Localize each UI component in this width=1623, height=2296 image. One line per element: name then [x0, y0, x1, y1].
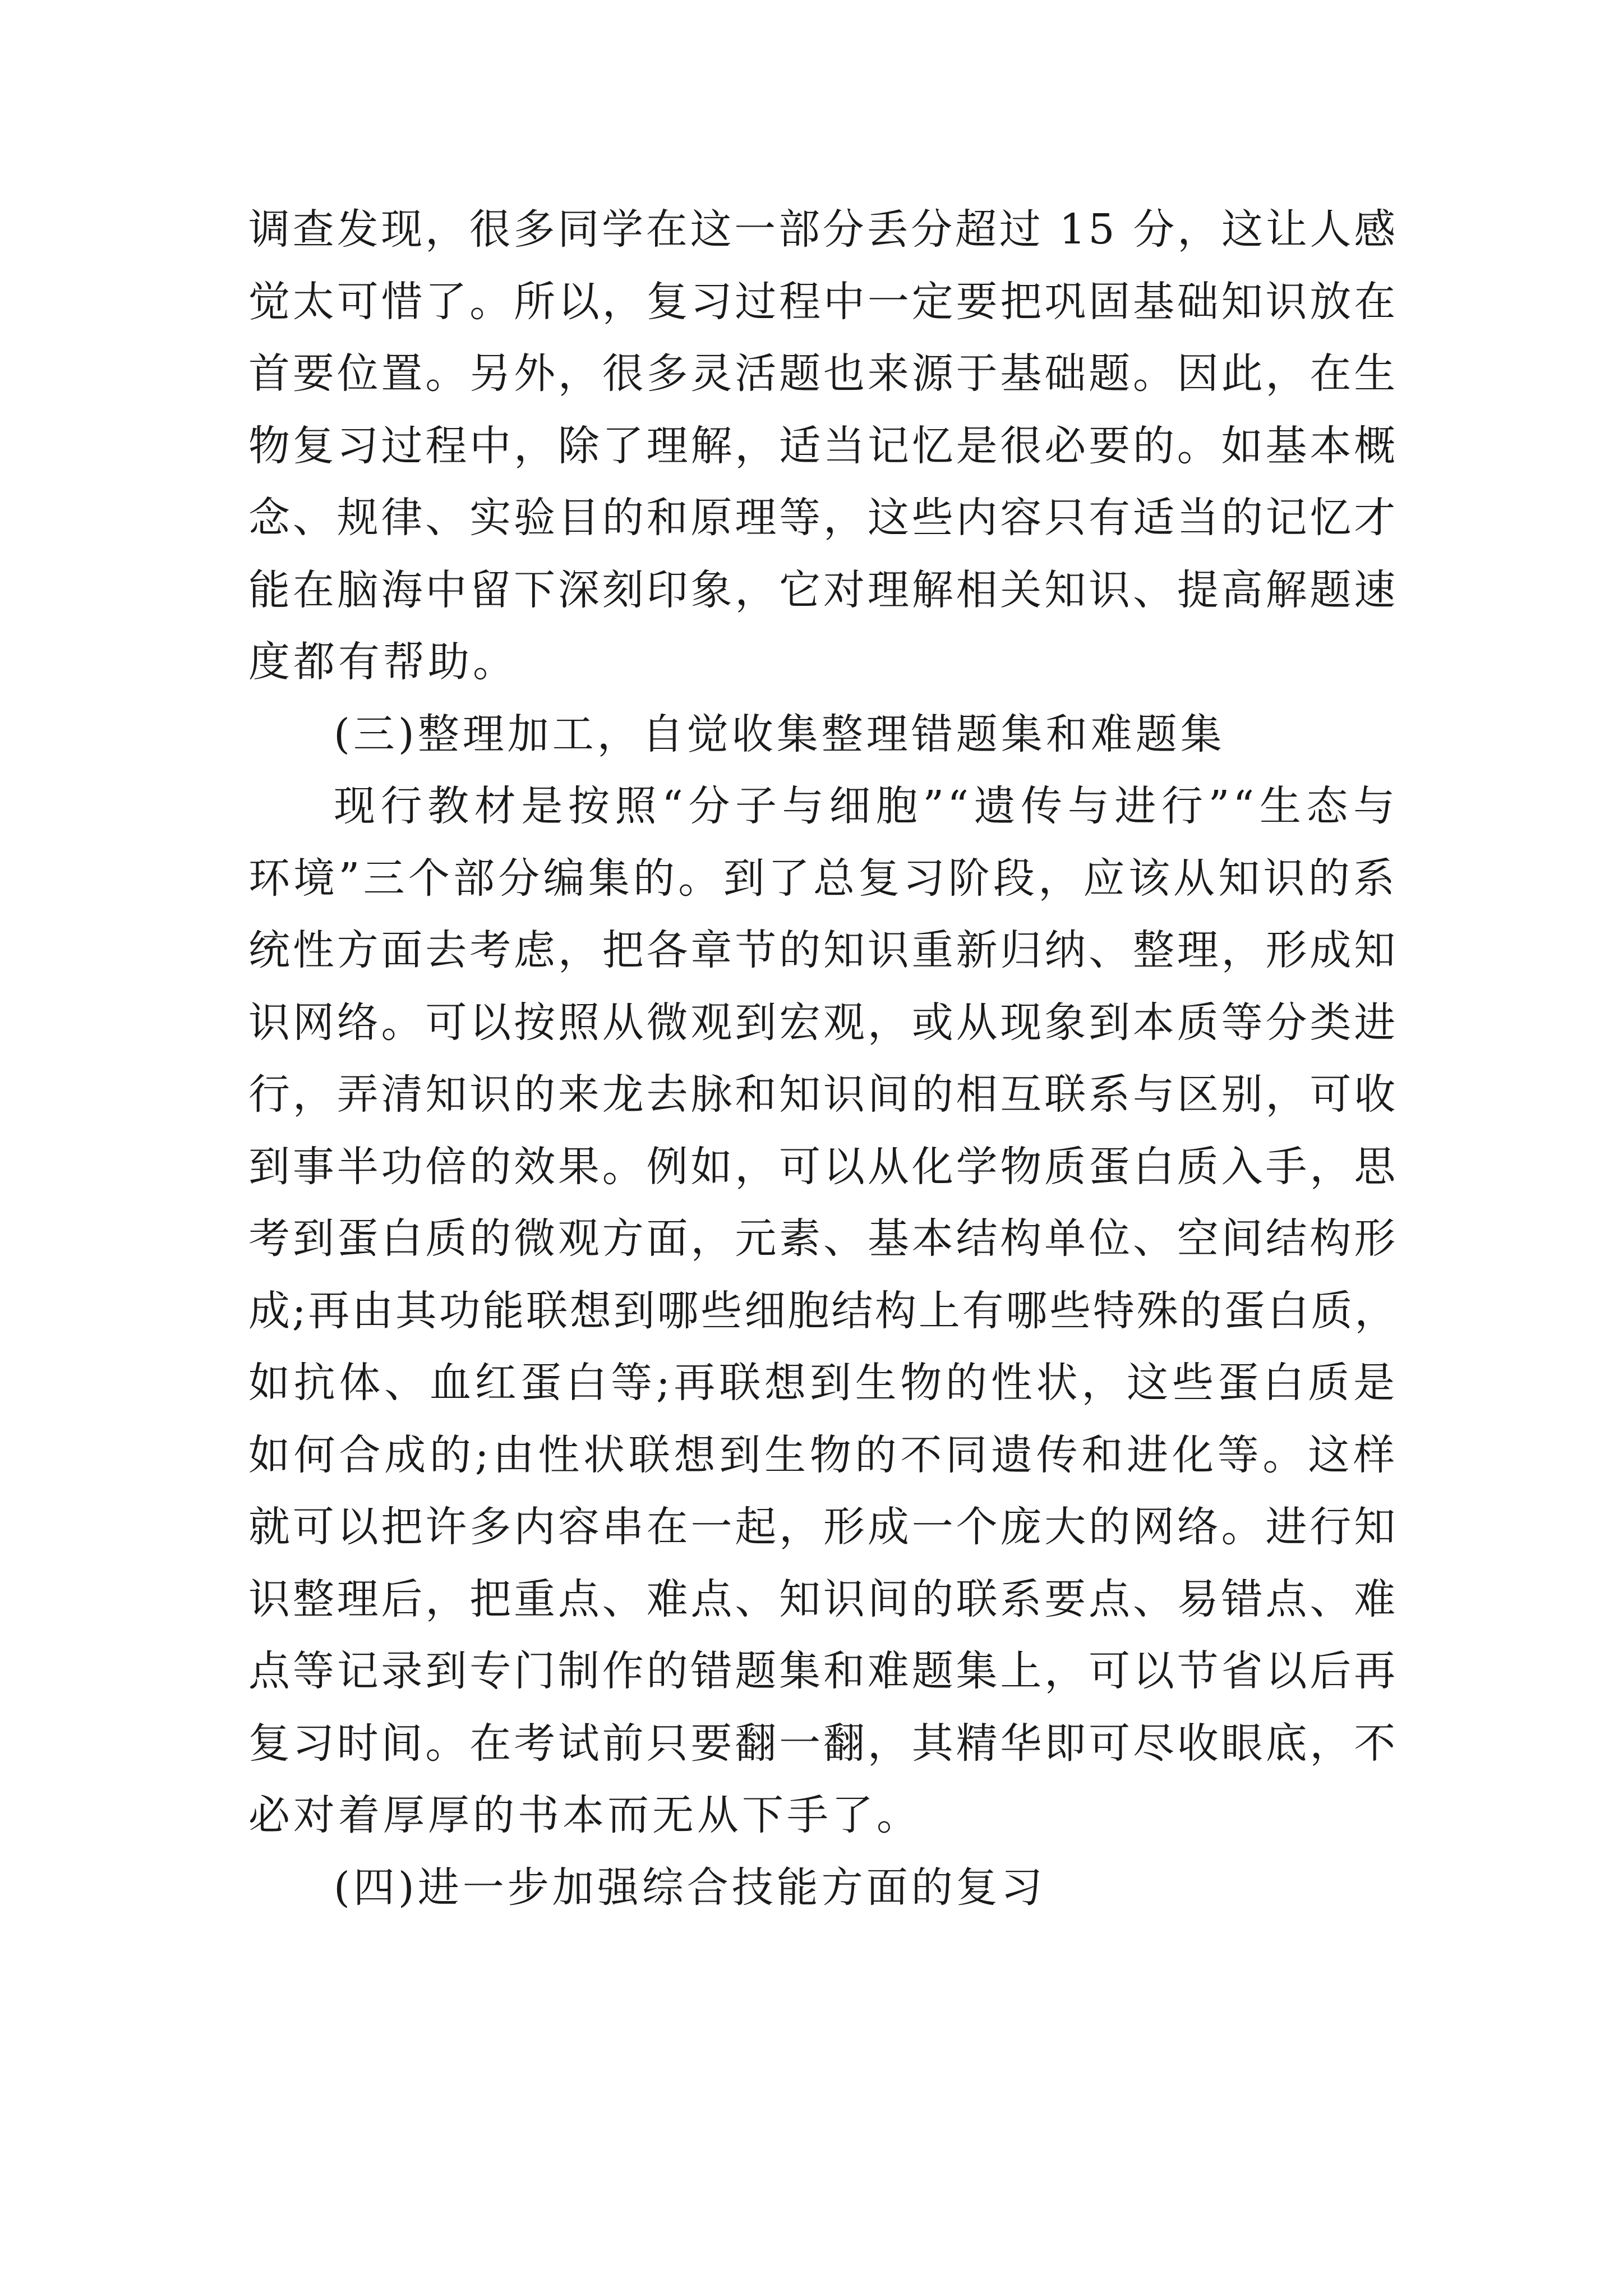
- text-line: 点等记录到专门制作的错题集和难题集上，可以节省以后再: [248, 1647, 1398, 1695]
- text-line: 物复习过程中，除了理解，适当记忆是很必要的。如基本概: [248, 421, 1398, 470]
- text-line: 考到蛋白质的微观方面，元素、基本结构单位、空间结构形: [248, 1214, 1398, 1263]
- text-line: 就可以把许多内容串在一起，形成一个庞大的网络。进行知: [248, 1503, 1398, 1551]
- body-text: [248, 194, 1398, 1924]
- text-line: 觉太可惜了。所以，复习过程中一定要把巩固基础知识放在: [248, 277, 1398, 326]
- text-line: 念、规律、实验目的和原理等，这些内容只有适当的记忆才: [248, 494, 1398, 542]
- text-line: 复习时间。在考试前只要翻一翻，其精华即可尽收眼底，不: [248, 1719, 1398, 1768]
- text-line: 度都有帮助。: [248, 638, 518, 686]
- text-line: 到事半功倍的效果。例如，可以从化学物质蛋白质入手，思: [248, 1142, 1398, 1191]
- text-line: 成;再由其功能联想到哪些细胞结构上有哪些特殊的蛋白质，: [248, 1286, 1398, 1335]
- text-line: 统性方面去考虑，把各章节的知识重新归纳、整理，形成知: [248, 926, 1398, 974]
- text-line: 行，弄清知识的来龙去脉和知识间的相互联系与区别，可收: [248, 1070, 1398, 1119]
- text-line: 如抗体、血红蛋白等;再联想到生物的性状，这些蛋白质是: [248, 1359, 1398, 1407]
- text-line: 必对着厚厚的书本而无从下手了。: [248, 1791, 921, 1839]
- text-line: 环境”三个部分编集的。到了总复习阶段，应该从知识的系: [248, 854, 1398, 903]
- text-line: 识网络。可以按照从微观到宏观，或从现象到本质等分类进: [248, 998, 1398, 1047]
- section-heading: (四)进一步加强综合技能方面的复习: [334, 1863, 1046, 1912]
- text-line: 能在脑海中留下深刻印象，它对理解相关知识、提高解题速: [248, 565, 1398, 614]
- text-line: 识整理后，把重点、难点、知识间的联系要点、易错点、难: [248, 1575, 1398, 1623]
- text-line: 现行教材是按照“分子与细胞”“遗传与进行”“生态与: [334, 782, 1398, 830]
- section-heading: (三)整理加工，自觉收集整理错题集和难题集: [334, 710, 1225, 758]
- text-line: 调查发现，很多同学在这一部分丢分超过 15 分，这让人感: [248, 205, 1398, 254]
- text-line: 首要位置。另外，很多灵活题也来源于基础题。因此，在生: [248, 349, 1398, 398]
- text-line: 如何合成的;由性状联想到生物的不同遗传和进化等。这样: [248, 1430, 1398, 1479]
